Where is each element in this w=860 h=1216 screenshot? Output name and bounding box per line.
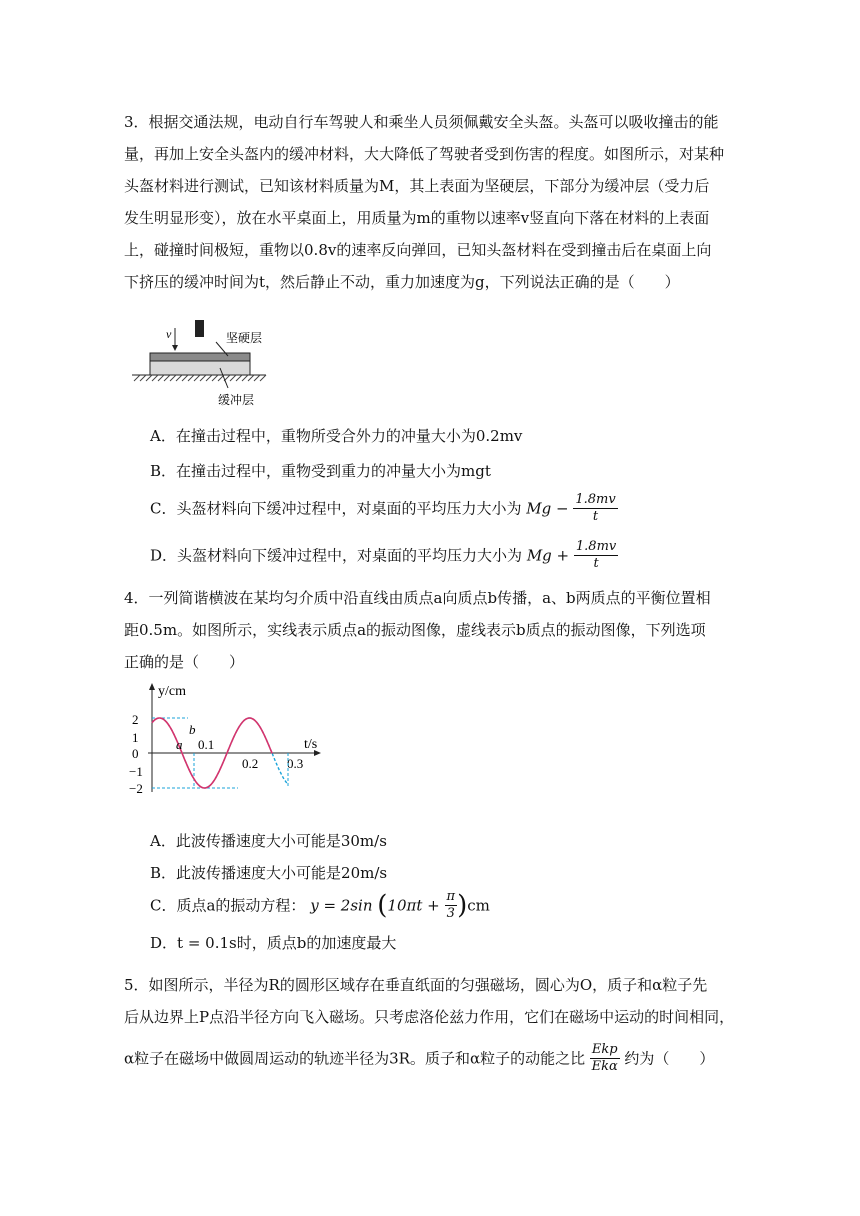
question-4-text bbox=[124, 582, 744, 678]
question-3-text bbox=[124, 106, 744, 298]
q3-line: 发生明显形变），放在水平桌面上，用质量为m的重物以速率v竖直向下落在材料的上表面 bbox=[124, 209, 710, 227]
label-a: a bbox=[176, 737, 183, 752]
q3-helmet-figure bbox=[128, 318, 278, 410]
q3-label-buffer-layer: 缓冲层 bbox=[218, 393, 255, 407]
fraction-numerator: Ekp bbox=[591, 1042, 618, 1057]
q3-option-d-text: D．头盔材料向下缓冲过程中，对桌面的平均压力大小为 bbox=[150, 546, 523, 565]
q3-option-a[interactable]: A．在撞击过程中，重物所受合外力的冲量大小为0.2mv bbox=[150, 427, 523, 445]
q5-ratio-fraction bbox=[590, 1042, 620, 1075]
q4-option-c-fraction bbox=[445, 889, 458, 922]
q4-vibration-graph bbox=[128, 680, 328, 800]
q4-line: 距0.5m。如图所示，实线表示质点a的振动图像，虚线表示b质点的振动图像，下列选项 bbox=[124, 621, 706, 639]
fraction-denominator: 3 bbox=[446, 906, 455, 921]
y-tick-2: 2 bbox=[132, 712, 139, 727]
q4-line: 正确的是（ ） bbox=[124, 653, 245, 671]
fraction-denominator: t bbox=[593, 556, 599, 571]
q3-option-c-fraction bbox=[573, 492, 617, 525]
q4-option-a[interactable]: A．此波传播速度大小可能是30m/s bbox=[150, 832, 387, 850]
q4-option-c-unit: cm bbox=[467, 896, 490, 915]
q3-line: 量，再加上安全头盔内的缓冲材料，大大降低了驾驶者受到伤害的程度。如图所示，对某种 bbox=[124, 145, 725, 163]
q4-line: 4．一列简谐横波在某均匀介质中沿直线由质点a向质点b传播，a、b两质点的平衡位置相 bbox=[124, 589, 711, 607]
x-tick-0-1: 0.1 bbox=[198, 737, 215, 752]
x-axis-label: t/s bbox=[304, 737, 318, 752]
q3-line: 3．根据交通法规，电动自行车驾驶人和乘坐人员须佩戴安全头盔。头盔可以吸收撞击的能 bbox=[124, 113, 719, 131]
q4-option-c-text: C．质点a的振动方程： bbox=[150, 896, 306, 915]
q4-option-b[interactable]: B．此波传播速度大小可能是20m/s bbox=[150, 864, 388, 882]
x-tick-0-2: 0.2 bbox=[242, 756, 259, 771]
y-tick-neg1: −1 bbox=[129, 764, 143, 779]
q5-line: 5．如图所示，半径为R的圆形区域存在垂直纸面的匀强磁场，圆心为O，质子和α粒子先 bbox=[124, 976, 708, 994]
q3-option-c-text: C．头盔材料向下缓冲过程中，对桌面的平均压力大小为 bbox=[150, 499, 522, 518]
q5-last-line bbox=[124, 1042, 714, 1075]
q3-label-v: v bbox=[166, 327, 172, 341]
right-paren: ) bbox=[457, 890, 468, 921]
y-axis-label: y/cm bbox=[158, 684, 186, 699]
q4-option-c-inner: 10πt + bbox=[387, 896, 440, 915]
q4-option-c-expr: y = 2sin bbox=[310, 896, 373, 915]
q3-option-b[interactable]: B．在撞击过程中，重物受到重力的冲量大小为mgt bbox=[150, 462, 491, 480]
fraction-numerator: 1.8mv bbox=[575, 492, 616, 507]
q5-line: 后从边界上P点沿半径方向飞入磁场。只考虑洛伦兹力作用，它们在磁场中运动的时间相同， bbox=[124, 1008, 735, 1026]
fraction-denominator: Ekα bbox=[591, 1059, 618, 1074]
y-tick-0: 0 bbox=[132, 746, 139, 761]
falling-weight bbox=[195, 320, 204, 337]
q3-line: 上，碰撞时间极短，重物以0.8v的速率反向弹回，已知头盔材料在受到撞击后在桌面上向 bbox=[124, 241, 712, 259]
q3-option-d-expr: Mg + bbox=[526, 546, 570, 565]
q3-option-d[interactable] bbox=[150, 539, 618, 572]
q3-label-hard-layer: 坚硬层 bbox=[226, 331, 263, 345]
q4-option-c[interactable] bbox=[150, 889, 490, 922]
q5-last-text: α粒子在磁场中做圆周运动的轨迹半径为3R。质子和α粒子的动能之比 bbox=[124, 1049, 586, 1068]
q4-option-d[interactable]: D．t = 0.1s时，质点b的加速度最大 bbox=[150, 934, 397, 952]
fraction-numerator: π bbox=[446, 889, 456, 904]
fraction-denominator: t bbox=[592, 509, 599, 524]
q3-option-d-fraction bbox=[574, 539, 618, 572]
q3-line: 下挤压的缓冲时间为t，然后静止不动，重力加速度为g，下列说法正确的是（ ） bbox=[124, 273, 680, 291]
question-5-text bbox=[124, 969, 744, 1033]
label-b: b bbox=[189, 722, 196, 737]
y-tick-1: 1 bbox=[132, 730, 139, 745]
left-paren: ( bbox=[377, 890, 388, 921]
fraction-numerator: 1.8mv bbox=[575, 539, 617, 554]
x-tick-0-3: 0.3 bbox=[287, 756, 304, 771]
hard-layer bbox=[150, 353, 250, 361]
q5-last-suffix: 约为（ ） bbox=[624, 1049, 715, 1068]
q3-option-c-expr: Mg − bbox=[526, 499, 569, 518]
q3-line: 头盔材料进行测试，已知该材料质量为M，其上表面为坚硬层，下部分为缓冲层（受力后 bbox=[124, 177, 710, 195]
buffer-layer bbox=[150, 361, 250, 375]
q3-option-c[interactable] bbox=[150, 492, 618, 525]
y-tick-neg2: −2 bbox=[129, 781, 143, 796]
